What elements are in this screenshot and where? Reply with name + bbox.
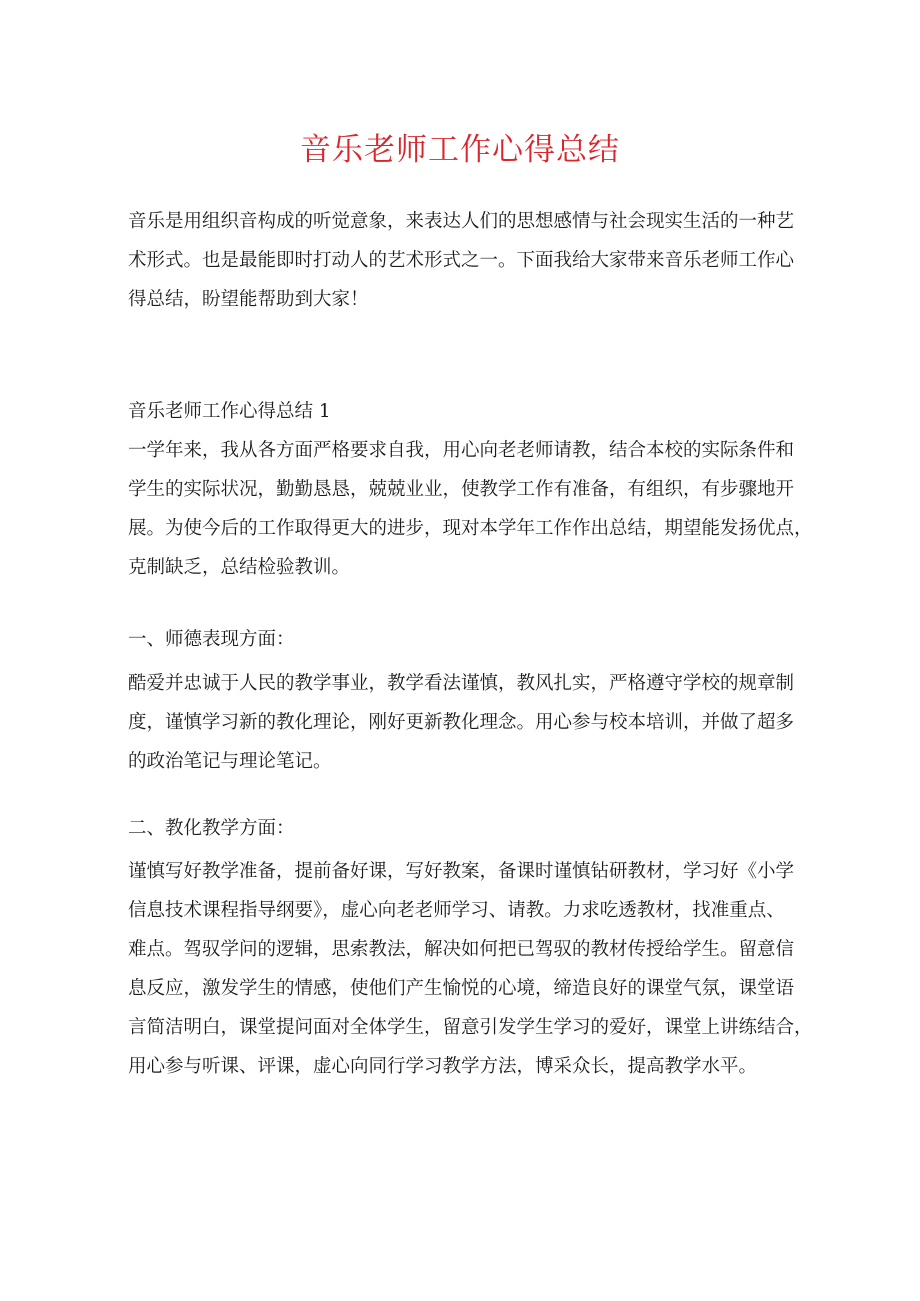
paragraph-line: 展。为使今后的工作取得更大的进步，现对本学年工作作出总结，期望能发扬优点， xyxy=(128,518,813,539)
paragraph-line: 用心参与听课、评课，虚心向同行学习教学方法，博采众长，提高教学水平。 xyxy=(128,1056,758,1077)
section-title: 音乐老师工作心得总结 1 xyxy=(128,401,331,422)
paragraph-line: 度，谨慎学习新的教化理论，刚好更新教化理念。用心参与校本培训，并做了超多 xyxy=(128,712,795,733)
paragraph-line: 信息技术课程指导纲要》，虚心向老老师学习、请教。力求吃透教材，找准重点、 xyxy=(128,900,785,921)
paragraph-line: 一学年来，我从各方面严格要求自我，用心向老老师请教，结合本校的实际条件和 xyxy=(128,440,795,461)
paragraph-line: 酷爱并忠诚于人民的教学事业，教学看法谨慎，教风扎实，严格遵守学校的规章制 xyxy=(128,673,795,694)
paragraph-ethics xyxy=(128,664,808,781)
intro-line: 音乐是用组织音构成的听觉意象，来表达人们的思想感情与社会现实生活的一种艺 xyxy=(128,211,795,232)
heading-teaching: 二、教化教学方面： xyxy=(128,818,295,839)
paragraph-line: 学生的实际状况，勤勤恳恳，兢兢业业，使教学工作有准备，有组织，有步骤地开 xyxy=(128,479,795,500)
heading-ethics: 一、师德表现方面： xyxy=(128,629,295,650)
paragraph-overview xyxy=(128,431,813,587)
paragraph-teaching xyxy=(128,852,813,1086)
paragraph-line: 克制缺乏，总结检验教训。 xyxy=(128,557,351,578)
paragraph-line: 的政治笔记与理论笔记。 xyxy=(128,751,332,772)
paragraph-line: 难点。驾驭学问的逻辑，思索教法，解决如何把已驾驭的教材传授给学生。留意信 xyxy=(128,939,795,960)
paragraph-line: 言简洁明白，课堂提问面对全体学生，留意引发学生学习的爱好，课堂上讲练结合， xyxy=(128,1017,813,1038)
paragraph-line: 息反应，激发学生的情感，使他们产生愉悦的心境，缔造良好的课堂气氛，课堂语 xyxy=(128,978,795,999)
intro-line: 得总结，盼望能帮助到大家！ xyxy=(128,289,369,310)
intro-line: 术形式。也是最能即时打动人的艺术形式之一。下面我给大家带来音乐老师工作心 xyxy=(128,250,795,271)
intro-paragraph xyxy=(128,202,808,319)
paragraph-line: 谨慎写好教学准备，提前备好课，写好教案，备课时谨慎钻研教材，学习好《小学 xyxy=(128,861,795,882)
document-title: 音乐老师工作心得总结 xyxy=(300,132,620,168)
